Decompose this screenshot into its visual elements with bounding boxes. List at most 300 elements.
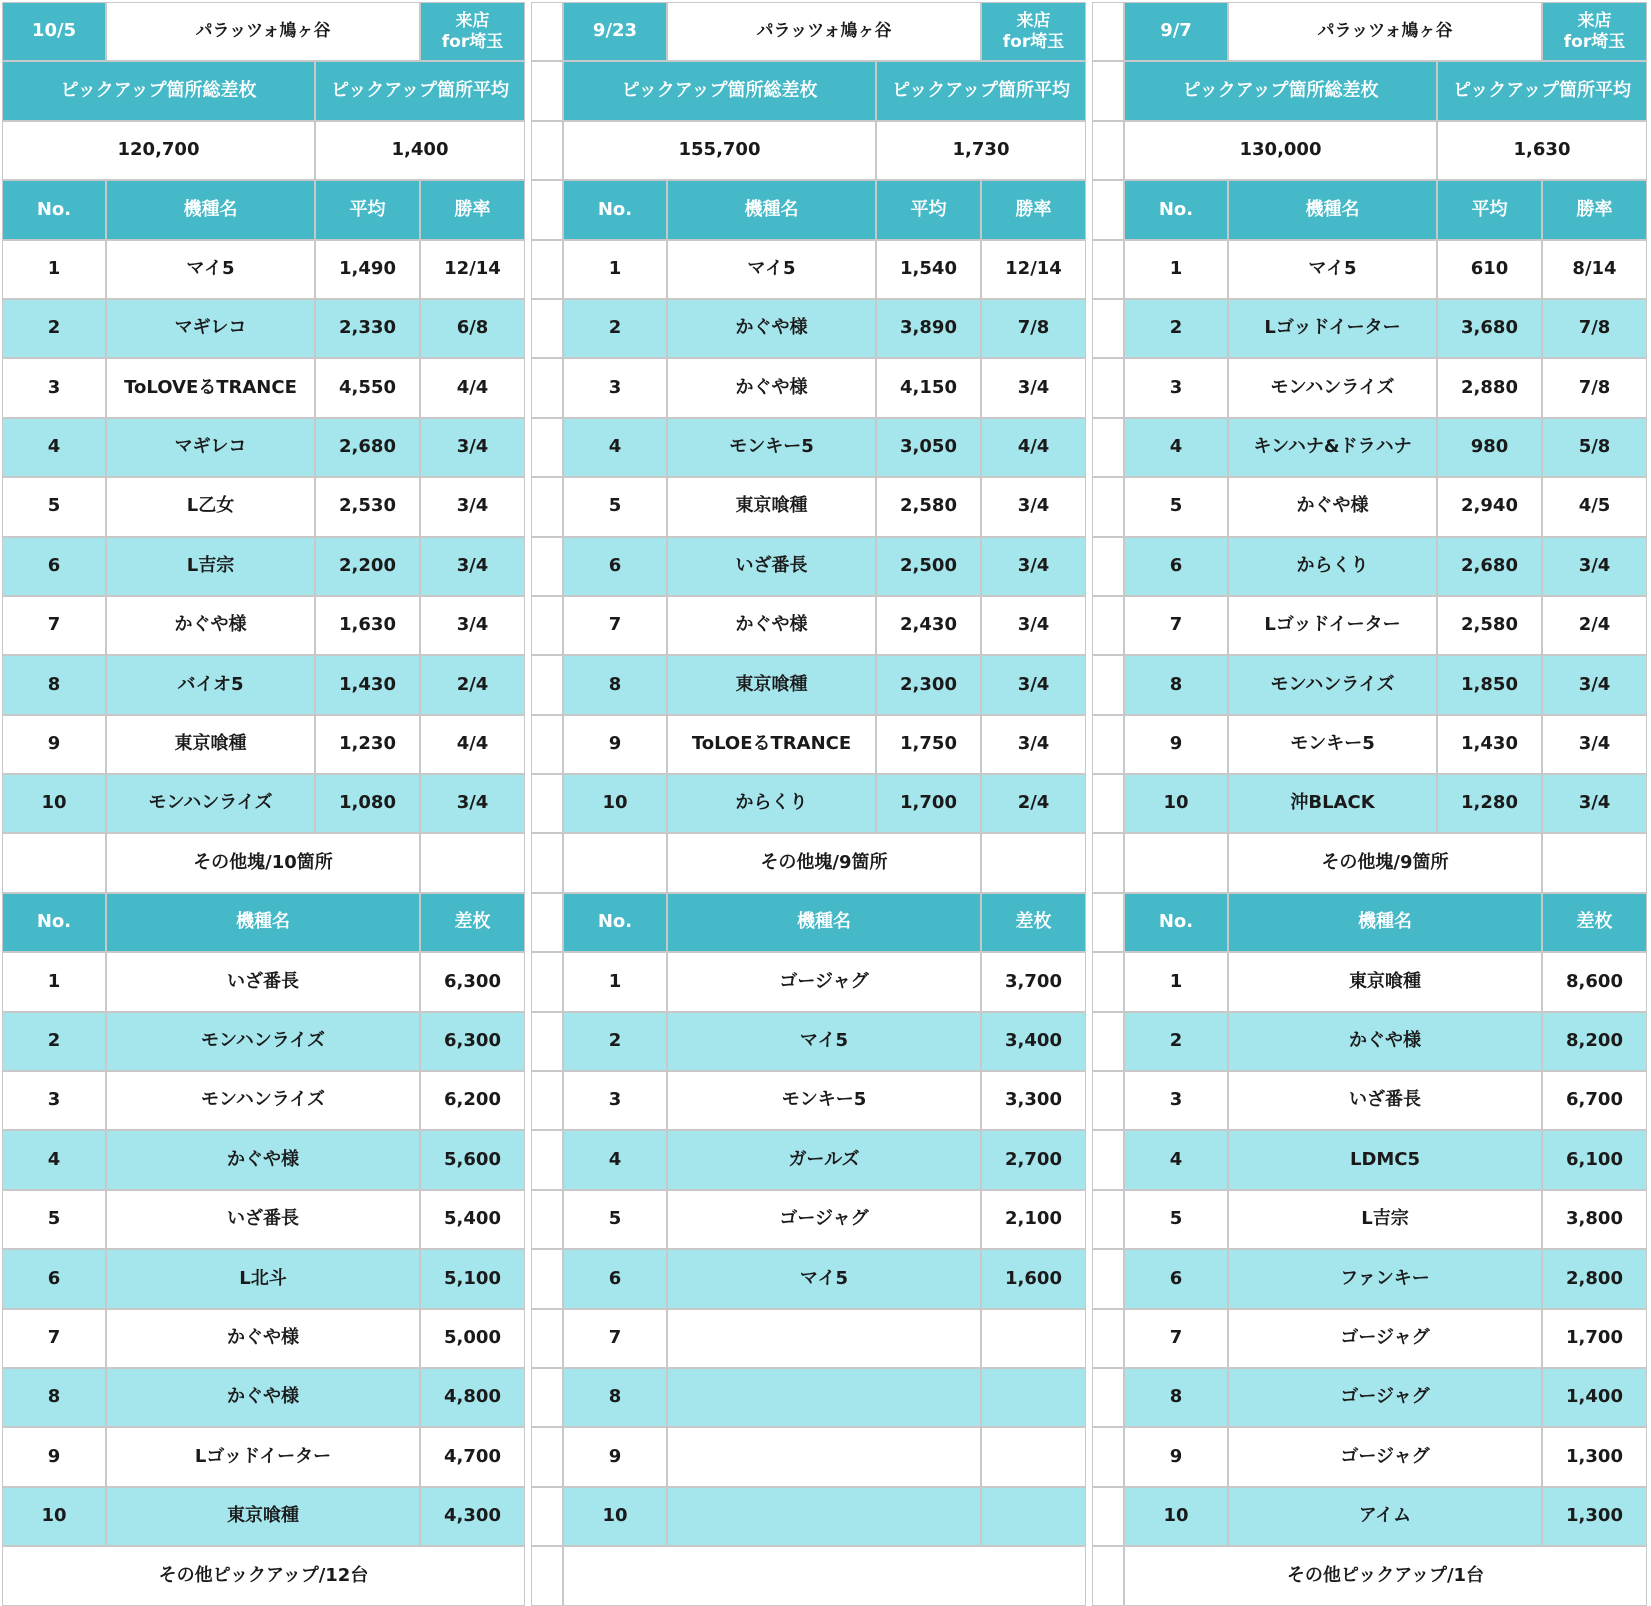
table-row <box>1124 1487 1651 1546</box>
pickup-no: 6 <box>563 1249 667 1308</box>
machine-name: モンハンライズ <box>106 774 315 833</box>
visit-line-1: 来店 <box>1016 11 1051 32</box>
average-diff: 1,230 <box>315 715 420 774</box>
pickup-no: 7 <box>563 1309 667 1368</box>
table-row <box>1124 477 1651 536</box>
diff-value: 1,600 <box>981 1249 1086 1308</box>
table-row <box>2 477 531 536</box>
table-row <box>2 299 531 358</box>
diff-value: 6,300 <box>420 952 525 1011</box>
diff-value: 3,700 <box>981 952 1086 1011</box>
separator-cell <box>1092 596 1124 655</box>
separator-cell <box>531 240 563 299</box>
panel-title-row <box>2 2 531 61</box>
machine-name: ゴージャグ <box>1228 1309 1542 1368</box>
separator-cell <box>531 774 563 833</box>
other-pickup-text: その他ピックアップ/1台 <box>1124 1546 1647 1605</box>
pickup-no: 8 <box>2 1368 106 1427</box>
machine-name: L乙女 <box>106 477 315 536</box>
average-diff: 1,430 <box>315 655 420 714</box>
win-rate: 12/14 <box>420 240 525 299</box>
table-row <box>563 1427 1092 1486</box>
table-row <box>563 655 1092 714</box>
rank-no: 7 <box>563 596 667 655</box>
separator-cell <box>1092 1309 1124 1368</box>
separator-cell <box>531 1012 563 1071</box>
average-diff: 4,550 <box>315 358 420 417</box>
diff-value <box>981 1487 1086 1546</box>
diff-value: 8,600 <box>1542 952 1647 1011</box>
table-row <box>563 477 1092 536</box>
rank-no: 9 <box>2 715 106 774</box>
table-row <box>1124 358 1651 417</box>
table-row <box>2 1071 531 1130</box>
col-header-diff: 差枚 <box>981 893 1086 952</box>
machine-name: マギレコ <box>106 299 315 358</box>
other-block-row <box>2 833 531 892</box>
machine-name: からくり <box>1228 537 1437 596</box>
machine-name: キンハナ&ドラハナ <box>1228 418 1437 477</box>
table-row <box>563 240 1092 299</box>
table-row <box>2 952 531 1011</box>
average-value: 1,400 <box>315 121 525 180</box>
average-diff: 1,700 <box>876 774 981 833</box>
panel-title-row <box>563 2 1092 61</box>
table-row <box>563 952 1092 1011</box>
machine-name: マイ5 <box>667 240 876 299</box>
machine-name: 東京喰種 <box>667 477 876 536</box>
separator-cell <box>1092 299 1124 358</box>
average-label: ピックアップ箇所平均 <box>1437 61 1647 120</box>
pickup-no: 7 <box>2 1309 106 1368</box>
rank-no: 2 <box>563 299 667 358</box>
store-name: パラッツォ鳩ヶ谷 <box>106 2 420 61</box>
separator-cell <box>531 1546 563 1605</box>
col-header-name: 機種名 <box>667 180 876 239</box>
average-diff: 2,500 <box>876 537 981 596</box>
summary-header-row <box>1124 61 1651 120</box>
average-diff: 3,890 <box>876 299 981 358</box>
summary-value-row <box>1124 121 1651 180</box>
win-rate: 3/4 <box>420 596 525 655</box>
machine-name: いざ番長 <box>106 1190 420 1249</box>
table-row <box>1124 952 1651 1011</box>
machine-name: モンキー5 <box>667 418 876 477</box>
other-block-text: その他塊/9箇所 <box>667 833 981 892</box>
pickup-no: 10 <box>1124 1487 1228 1546</box>
visit-line-2: for埼玉 <box>441 31 504 52</box>
separator-cell <box>1092 952 1124 1011</box>
empty-cell <box>1542 833 1647 892</box>
total-diff-label: ピックアップ箇所総差枚 <box>1124 61 1437 120</box>
rank-no: 3 <box>563 358 667 417</box>
separator-cell <box>1092 1249 1124 1308</box>
pickup-header-row <box>2 893 531 952</box>
diff-value: 4,300 <box>420 1487 525 1546</box>
rank-no: 2 <box>1124 299 1228 358</box>
table-row <box>563 358 1092 417</box>
win-rate: 6/8 <box>420 299 525 358</box>
other-block-text: その他塊/9箇所 <box>1228 833 1542 892</box>
table-row <box>1124 655 1651 714</box>
diff-value: 5,000 <box>420 1309 525 1368</box>
table-row <box>563 537 1092 596</box>
machine-name: バイオ5 <box>106 655 315 714</box>
diff-value <box>981 1309 1086 1368</box>
rank-no: 1 <box>2 240 106 299</box>
visit-line-2: for埼玉 <box>1563 31 1626 52</box>
average-diff: 2,580 <box>876 477 981 536</box>
machine-name: モンハンライズ <box>106 1012 420 1071</box>
win-rate: 2/4 <box>1542 596 1647 655</box>
average-value: 1,730 <box>876 121 1086 180</box>
empty-cell <box>2 833 106 892</box>
separator-cell <box>1092 1071 1124 1130</box>
table-row <box>2 1130 531 1189</box>
win-rate: 8/14 <box>1542 240 1647 299</box>
win-rate: 7/8 <box>1542 299 1647 358</box>
rank-no: 4 <box>1124 418 1228 477</box>
machine-name: モンキー5 <box>667 1071 981 1130</box>
pickup-no: 10 <box>2 1487 106 1546</box>
separator-cell <box>1092 715 1124 774</box>
other-pickup-row <box>1124 1546 1651 1605</box>
col-header-name: 機種名 <box>1228 180 1437 239</box>
pickup-no: 8 <box>1124 1368 1228 1427</box>
machine-name: いざ番長 <box>1228 1071 1542 1130</box>
average-diff: 1,750 <box>876 715 981 774</box>
ranking-header-row <box>2 180 531 239</box>
separator-cell <box>531 1487 563 1546</box>
separator-cell <box>1092 1487 1124 1546</box>
col-header-diff: 差枚 <box>420 893 525 952</box>
col-header-name: 機種名 <box>667 893 981 952</box>
other-block-row <box>1124 833 1651 892</box>
separator-cell <box>1092 180 1124 239</box>
win-rate: 3/4 <box>420 774 525 833</box>
rank-no: 10 <box>1124 774 1228 833</box>
separator-cell <box>531 1368 563 1427</box>
win-rate: 3/4 <box>420 477 525 536</box>
machine-name: マイ5 <box>106 240 315 299</box>
col-header-no: No. <box>2 893 106 952</box>
pickup-no: 5 <box>1124 1190 1228 1249</box>
separator-cell <box>531 537 563 596</box>
col-header-winrate: 勝率 <box>981 180 1086 239</box>
column-separator <box>1092 2 1124 1603</box>
average-diff: 2,880 <box>1437 358 1542 417</box>
machine-name: マギレコ <box>106 418 315 477</box>
empty-cell <box>981 833 1086 892</box>
table-row <box>563 1487 1092 1546</box>
table-row <box>2 537 531 596</box>
win-rate: 3/4 <box>1542 537 1647 596</box>
average-label: ピックアップ箇所平均 <box>315 61 525 120</box>
average-diff: 1,540 <box>876 240 981 299</box>
pickup-header-row <box>1124 893 1651 952</box>
diff-value: 6,300 <box>420 1012 525 1071</box>
pickup-no: 4 <box>1124 1130 1228 1189</box>
machine-name: ゴージャグ <box>1228 1368 1542 1427</box>
col-header-no: No. <box>563 180 667 239</box>
pickup-no: 1 <box>2 952 106 1011</box>
table-row <box>563 715 1092 774</box>
separator-cell <box>531 299 563 358</box>
table-row <box>563 596 1092 655</box>
table-row <box>1124 774 1651 833</box>
empty-cell <box>563 833 667 892</box>
separator-cell <box>1092 774 1124 833</box>
separator-cell <box>531 1249 563 1308</box>
machine-name: LDMC5 <box>1228 1130 1542 1189</box>
pickup-no: 9 <box>1124 1427 1228 1486</box>
diff-value: 3,400 <box>981 1012 1086 1071</box>
separator-cell <box>1092 240 1124 299</box>
table-row <box>563 1130 1092 1189</box>
total-diff-value: 120,700 <box>2 121 315 180</box>
date-panel <box>1124 2 1651 1606</box>
machine-name: かぐや様 <box>106 1368 420 1427</box>
other-block-text: その他塊/10箇所 <box>106 833 420 892</box>
pickup-no: 3 <box>1124 1071 1228 1130</box>
average-diff: 2,330 <box>315 299 420 358</box>
diff-value: 2,700 <box>981 1130 1086 1189</box>
rank-no: 1 <box>1124 240 1228 299</box>
table-row <box>563 1071 1092 1130</box>
separator-cell <box>1092 893 1124 952</box>
summary-value-row <box>563 121 1092 180</box>
rank-no: 3 <box>2 358 106 417</box>
machine-name: ToLOVEるTRANCE <box>106 358 315 417</box>
table-row <box>563 1190 1092 1249</box>
pickup-no: 4 <box>563 1130 667 1189</box>
pickup-no: 4 <box>2 1130 106 1189</box>
rank-no: 7 <box>2 596 106 655</box>
win-rate: 4/4 <box>420 715 525 774</box>
rank-no: 6 <box>2 537 106 596</box>
average-diff: 2,430 <box>876 596 981 655</box>
table-row <box>2 1309 531 1368</box>
win-rate: 4/5 <box>1542 477 1647 536</box>
other-pickup-row <box>2 1546 531 1605</box>
separator-cell <box>531 477 563 536</box>
win-rate: 3/4 <box>981 358 1086 417</box>
table-row <box>1124 1249 1651 1308</box>
rank-no: 10 <box>563 774 667 833</box>
rank-no: 8 <box>1124 655 1228 714</box>
total-diff-label: ピックアップ箇所総差枚 <box>2 61 315 120</box>
diff-value: 6,200 <box>420 1071 525 1130</box>
table-row <box>2 715 531 774</box>
separator-cell <box>531 1130 563 1189</box>
diff-value: 1,300 <box>1542 1487 1647 1546</box>
diff-value: 1,700 <box>1542 1309 1647 1368</box>
pickup-no: 6 <box>2 1249 106 1308</box>
pickup-header-row <box>563 893 1092 952</box>
rank-no: 4 <box>2 418 106 477</box>
separator-cell <box>531 1071 563 1130</box>
win-rate: 3/4 <box>420 418 525 477</box>
average-diff: 1,490 <box>315 240 420 299</box>
summary-value-row <box>2 121 531 180</box>
pickup-no: 5 <box>2 1190 106 1249</box>
rank-no: 1 <box>563 240 667 299</box>
table-row <box>2 1487 531 1546</box>
separator-cell <box>531 418 563 477</box>
machine-name: かぐや様 <box>106 1309 420 1368</box>
rank-no: 8 <box>2 655 106 714</box>
pickup-no: 3 <box>563 1071 667 1130</box>
col-header-avg: 平均 <box>1437 180 1542 239</box>
win-rate: 3/4 <box>1542 774 1647 833</box>
machine-name: Lゴッドイーター <box>1228 596 1437 655</box>
visit-badge <box>1542 2 1647 61</box>
diff-value: 4,800 <box>420 1368 525 1427</box>
table-row <box>2 596 531 655</box>
machine-name <box>667 1309 981 1368</box>
machine-name: かぐや様 <box>667 299 876 358</box>
win-rate: 7/8 <box>981 299 1086 358</box>
diff-value: 2,800 <box>1542 1249 1647 1308</box>
pickup-no: 1 <box>563 952 667 1011</box>
date-panel <box>2 2 531 1606</box>
machine-name: ファンキー <box>1228 1249 1542 1308</box>
separator-cell <box>1092 1012 1124 1071</box>
separator-cell <box>531 1427 563 1486</box>
average-diff: 2,580 <box>1437 596 1542 655</box>
machine-name: Lゴッドイーター <box>1228 299 1437 358</box>
machine-name: かぐや様 <box>106 596 315 655</box>
separator-cell <box>531 1309 563 1368</box>
diff-value <box>981 1427 1086 1486</box>
panel-title-row <box>1124 2 1651 61</box>
machine-name: いざ番長 <box>106 952 420 1011</box>
average-diff: 1,430 <box>1437 715 1542 774</box>
machine-name: かぐや様 <box>1228 1012 1542 1071</box>
win-rate: 3/4 <box>981 715 1086 774</box>
pickup-no: 6 <box>1124 1249 1228 1308</box>
machine-name <box>667 1368 981 1427</box>
total-diff-label: ピックアップ箇所総差枚 <box>563 61 876 120</box>
machine-name: かぐや様 <box>667 596 876 655</box>
separator-cell <box>1092 655 1124 714</box>
total-diff-value: 155,700 <box>563 121 876 180</box>
machine-name: マイ5 <box>1228 240 1437 299</box>
separator-cell <box>531 180 563 239</box>
other-pickup-text <box>563 1546 1086 1605</box>
average-diff: 610 <box>1437 240 1542 299</box>
total-diff-value: 130,000 <box>1124 121 1437 180</box>
rank-no: 5 <box>563 477 667 536</box>
average-diff: 1,280 <box>1437 774 1542 833</box>
separator-cell <box>1092 477 1124 536</box>
pickup-no: 2 <box>1124 1012 1228 1071</box>
table-row <box>2 240 531 299</box>
pickup-no: 7 <box>1124 1309 1228 1368</box>
col-header-winrate: 勝率 <box>420 180 525 239</box>
ranking-header-row <box>1124 180 1651 239</box>
average-diff: 1,850 <box>1437 655 1542 714</box>
rank-no: 7 <box>1124 596 1228 655</box>
separator-cell <box>531 121 563 180</box>
table-row <box>563 1309 1092 1368</box>
pickup-no: 9 <box>2 1427 106 1486</box>
average-diff: 3,680 <box>1437 299 1542 358</box>
pickup-no: 3 <box>2 1071 106 1130</box>
machine-name: Lゴッドイーター <box>106 1427 420 1486</box>
rank-no: 8 <box>563 655 667 714</box>
col-header-diff: 差枚 <box>1542 893 1647 952</box>
separator-cell <box>531 655 563 714</box>
table-row <box>2 1190 531 1249</box>
rank-no: 6 <box>563 537 667 596</box>
diff-value: 6,100 <box>1542 1130 1647 1189</box>
average-value: 1,630 <box>1437 121 1647 180</box>
diff-value: 3,300 <box>981 1071 1086 1130</box>
table-row <box>2 418 531 477</box>
pickup-no: 10 <box>563 1487 667 1546</box>
separator-cell <box>531 2 563 61</box>
machine-name <box>667 1487 981 1546</box>
machine-name: ToLOEるTRANCE <box>667 715 876 774</box>
table-row <box>1124 537 1651 596</box>
machine-name: L吉宗 <box>1228 1190 1542 1249</box>
machine-name: アイム <box>1228 1487 1542 1546</box>
average-diff: 2,680 <box>315 418 420 477</box>
table-row <box>1124 1190 1651 1249</box>
visit-badge <box>420 2 525 61</box>
table-row <box>563 774 1092 833</box>
machine-name: モンキー5 <box>1228 715 1437 774</box>
machine-name: 沖BLACK <box>1228 774 1437 833</box>
machine-name: L吉宗 <box>106 537 315 596</box>
table-row <box>1124 299 1651 358</box>
diff-value: 1,400 <box>1542 1368 1647 1427</box>
col-header-name: 機種名 <box>1228 893 1542 952</box>
machine-name: マイ5 <box>667 1249 981 1308</box>
machine-name: モンハンライズ <box>106 1071 420 1130</box>
average-diff: 2,200 <box>315 537 420 596</box>
separator-cell <box>1092 1190 1124 1249</box>
win-rate: 3/4 <box>981 596 1086 655</box>
rank-no: 9 <box>1124 715 1228 774</box>
machine-name: モンハンライズ <box>1228 655 1437 714</box>
separator-cell <box>1092 833 1124 892</box>
average-diff: 2,680 <box>1437 537 1542 596</box>
table-row <box>1124 1427 1651 1486</box>
date-label: 9/23 <box>563 2 667 61</box>
visit-line-1: 来店 <box>1577 11 1612 32</box>
empty-cell <box>1124 833 1228 892</box>
table-row <box>1124 240 1651 299</box>
table-row <box>1124 1130 1651 1189</box>
rank-no: 5 <box>1124 477 1228 536</box>
machine-name: 東京喰種 <box>106 715 315 774</box>
table-row <box>1124 418 1651 477</box>
average-diff: 4,150 <box>876 358 981 417</box>
separator-cell <box>531 893 563 952</box>
machine-name: からくり <box>667 774 876 833</box>
table-row <box>1124 1012 1651 1071</box>
date-label: 9/7 <box>1124 2 1228 61</box>
table-row <box>2 358 531 417</box>
win-rate: 12/14 <box>981 240 1086 299</box>
rank-no: 4 <box>563 418 667 477</box>
machine-name: 東京喰種 <box>1228 952 1542 1011</box>
col-header-name: 機種名 <box>106 180 315 239</box>
average-label: ピックアップ箇所平均 <box>876 61 1086 120</box>
table-row <box>2 655 531 714</box>
